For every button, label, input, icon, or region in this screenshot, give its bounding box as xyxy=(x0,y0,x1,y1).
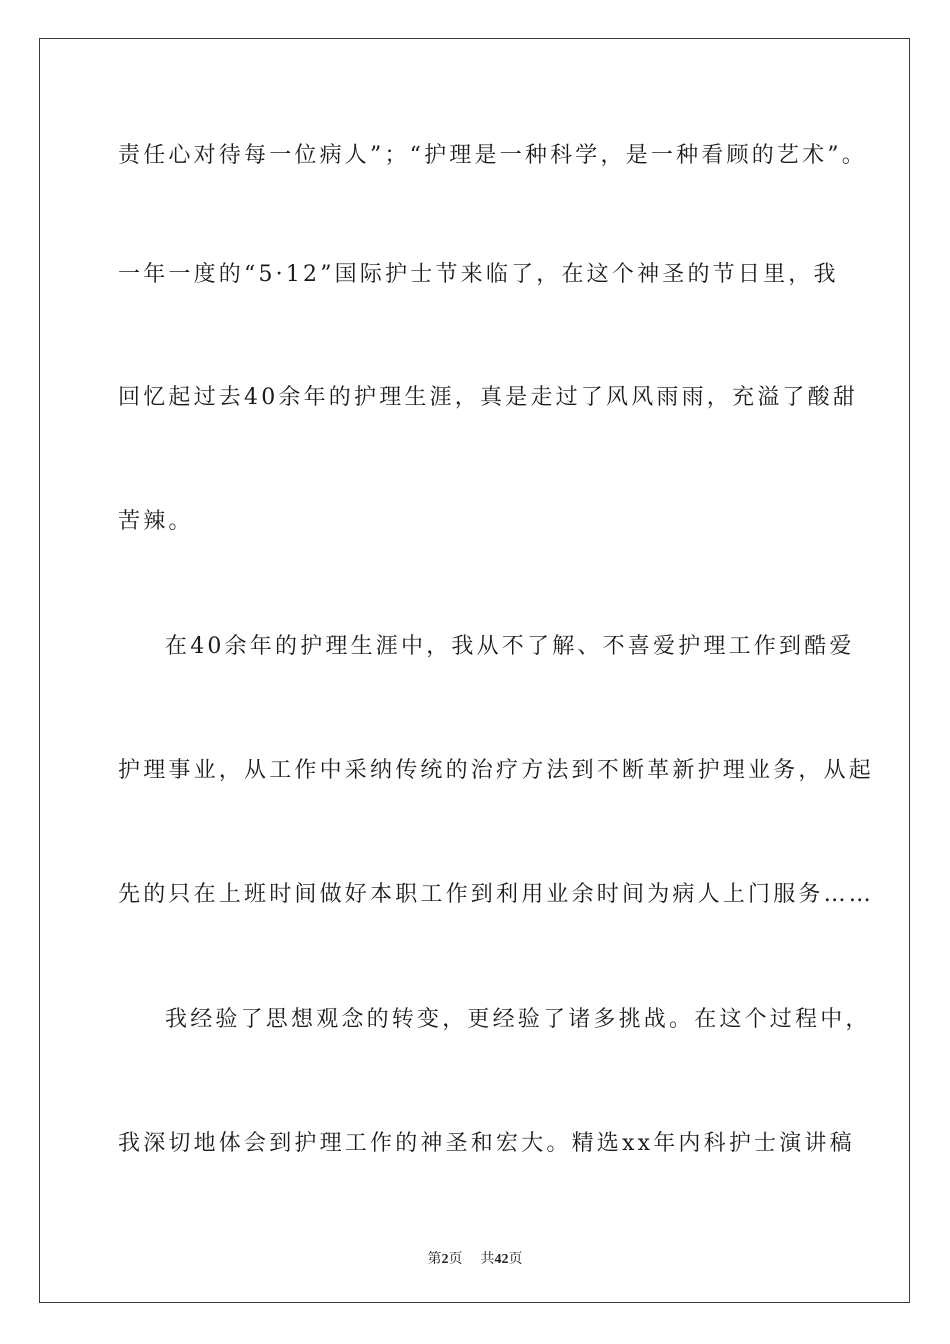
footer-page-suffix: 页 xyxy=(448,1251,463,1267)
footer-total-pages: 42 xyxy=(494,1252,509,1267)
footer-page-number: 2 xyxy=(441,1252,449,1267)
footer-page-prefix: 第 xyxy=(427,1251,442,1267)
text-line-5: 在40余年的护理生涯中，我从不了解、不喜爱护理工作到酷爱 xyxy=(165,634,855,659)
page-frame xyxy=(39,38,910,1303)
footer-total-suffix: 页 xyxy=(508,1251,523,1267)
text-line-4: 苦辣。 xyxy=(118,509,194,534)
text-line-3: 回忆起过去40余年的护理生涯，真是走过了风风雨雨，充溢了酸甜 xyxy=(118,385,858,410)
text-line-2: 一年一度的“5·12”国际护士节来临了，在这个神圣的节日里，我 xyxy=(118,262,839,287)
text-line-7: 先的只在上班时间做好本职工作到利用业余时间为病人上门服务…… xyxy=(118,882,875,907)
text-line-6: 护理事业，从工作中采纳传统的治疗方法到不断革新护理业务，从起 xyxy=(118,758,875,783)
text-line-8: 我经验了思想观念的转变，更经验了诸多挑战。在这个过程中， xyxy=(165,1007,871,1032)
footer-total-prefix: 共 xyxy=(480,1251,495,1267)
page-footer xyxy=(0,1248,950,1268)
text-line-1: 责任心对待每一位病人”；“护理是一种科学，是一种看顾的艺术”。 xyxy=(118,143,867,168)
text-line-9: 我深切地体会到护理工作的神圣和宏大。精选xx年内科护士演讲稿 xyxy=(118,1131,855,1156)
